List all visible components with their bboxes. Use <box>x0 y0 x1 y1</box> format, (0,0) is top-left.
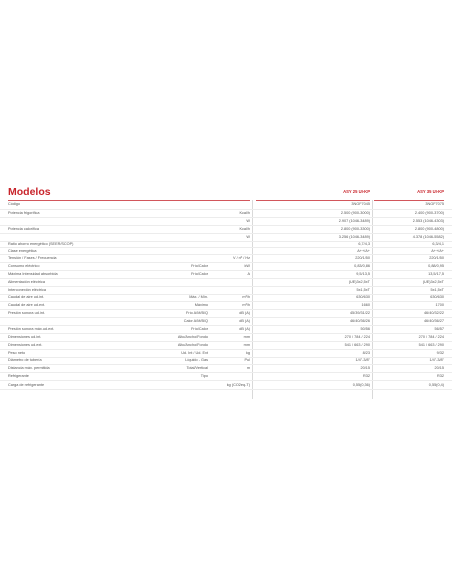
spec-value-model-2: 1/4"-3/8" <box>429 358 444 363</box>
spec-value-model-1: R32 <box>363 374 370 379</box>
spec-row <box>0 279 452 287</box>
spec-value-model-2: 1700 <box>435 303 444 308</box>
spec-value-model-1: 220/1/50 <box>355 256 370 261</box>
spec-value-model-1: 3NGF7045 <box>351 202 370 207</box>
spec-row <box>0 334 452 342</box>
spec-label: Distancia máx. permitida <box>8 366 50 371</box>
spec-value-model-2: 2.553 (1046-4303) <box>412 218 444 223</box>
spec-condition: Ud. Int / Ud. Ext <box>181 350 208 355</box>
spec-label: Caudal de aire ud.int. <box>8 295 45 300</box>
spec-value-model-2: 20/15 <box>434 366 444 371</box>
spec-label: Refrigerante <box>8 374 29 379</box>
spec-label: Presión sonora máx.ud.ext. <box>8 326 55 331</box>
spec-condition: Máximo <box>194 303 208 308</box>
spec-value-model-2: 0,55(0,4) <box>428 382 444 387</box>
spec-label: Alimentación eléctrica <box>8 279 45 284</box>
spec-unit: W <box>246 234 250 239</box>
spec-row <box>0 271 452 279</box>
spec-condition: Máx. / Mín. <box>189 295 208 300</box>
model-header-2: ASY 35 UI-KP <box>417 189 444 194</box>
spec-label: Interconexión eléctrica <box>8 287 46 292</box>
spec-value-model-1: 8/23 <box>362 350 370 355</box>
spec-label: Consumo eléctrico <box>8 263 40 268</box>
spec-row <box>0 263 452 271</box>
spec-unit: A <box>247 271 250 276</box>
spec-label: Potencia frigorífica <box>8 211 40 216</box>
spec-value-model-2: 2.800 (900-4800) <box>414 226 444 231</box>
spec-label: Ratio ahorro energético (SEER/SCOP) <box>8 242 74 246</box>
spec-unit: W <box>246 218 250 223</box>
spec-value-model-2: 2.400 (900-3700) <box>414 211 444 216</box>
spec-value-model-1: 45/39/31/22 <box>349 311 370 316</box>
spec-value-model-2: 46/40/36/27 <box>423 319 444 324</box>
row-separator <box>0 389 452 390</box>
spec-value-model-1: 46/40/36/26 <box>349 319 370 324</box>
spec-value-model-1: 2.800 (900-3300) <box>340 226 370 231</box>
spec-unit: Kcal/h <box>239 226 250 231</box>
spec-value-model-2: 541 / 663 / 290 <box>418 342 444 347</box>
spec-row <box>0 210 452 218</box>
spec-value-model-2: 13,5/17,5 <box>428 271 444 276</box>
spec-condition: Frío/Calor <box>191 263 208 268</box>
spec-label: Dimensiones ud.int. <box>8 334 42 339</box>
spec-unit: mm <box>243 342 250 347</box>
spec-unit: V / nº / Hz <box>232 256 250 261</box>
spec-label: Tensión / Fases / Frecuencia <box>8 256 57 261</box>
spec-value-model-2: 220/1/50 <box>429 256 444 261</box>
spec-value-model-2: 270 / 784 / 224 <box>418 334 444 339</box>
spec-condition: Total/Vertical <box>186 366 208 371</box>
spec-label: Caudal de aire ud.ext. <box>8 303 46 308</box>
spec-row <box>0 342 452 350</box>
spec-value-model-1: 3.256 (1046-3489) <box>338 234 370 239</box>
spec-value-model-1: 2.907 (1046-3489) <box>338 218 370 223</box>
spec-unit: kW <box>244 263 250 268</box>
spec-unit: kg <box>245 350 250 355</box>
spec-value-model-2: R32 <box>437 374 444 379</box>
spec-unit: kg (CO2eq-T) <box>226 382 250 387</box>
spec-table <box>0 200 452 390</box>
spec-value-model-2: 56/57 <box>434 326 444 331</box>
spec-label: Carga de refrigerante <box>8 382 45 387</box>
spec-value-model-1: 5x1,5xT <box>356 287 370 292</box>
spec-value-model-1: 20/15 <box>360 366 370 371</box>
spec-row <box>0 318 452 326</box>
spec-row <box>0 242 452 249</box>
spec-unit: Kcal/h <box>239 211 250 216</box>
spec-value-model-1: 270 / 784 / 224 <box>344 334 370 339</box>
spec-row <box>0 248 452 255</box>
spec-value-model-1: 0,83/0,86 <box>354 263 370 268</box>
spec-row <box>0 234 452 242</box>
spec-row <box>0 295 452 303</box>
spec-condition: Frío/Calor <box>191 326 208 331</box>
spec-value-model-2: 46/40/32/22 <box>423 311 444 316</box>
spec-unit: Pul <box>244 358 250 363</box>
spec-label: Diámetro de tubería <box>8 358 42 363</box>
spec-value-model-1: 1660 <box>361 303 370 308</box>
spec-label: Clase energética <box>8 248 37 253</box>
spec-value-model-2: 0,88/0,95 <box>428 263 444 268</box>
spec-condition: Frío/Calor <box>191 271 208 276</box>
spec-row <box>0 326 452 334</box>
spec-label: Dimensiones ud.ext. <box>8 342 43 347</box>
spec-value-model-2: 6,3/4,1 <box>432 242 444 246</box>
spec-condition: Tipo <box>200 374 208 379</box>
spec-unit: dB (A) <box>239 311 250 316</box>
spec-row <box>0 218 452 226</box>
spec-value-model-1: 50/56 <box>360 326 370 331</box>
spec-row <box>0 365 452 373</box>
spec-value-model-1: A++/A+ <box>357 248 370 253</box>
spec-unit: m³/h <box>242 295 250 300</box>
spec-value-model-1: (UE)3x2,5xT <box>348 279 370 284</box>
spec-value-model-1: 0,55(0,36) <box>352 382 370 387</box>
spec-label: Potencia calorífica <box>8 226 40 231</box>
spec-row <box>0 200 452 210</box>
spec-unit: m <box>246 366 250 371</box>
spec-row <box>0 350 452 358</box>
spec-label: Presión sonora ud.int. <box>8 311 45 316</box>
spec-label: Código <box>8 202 21 207</box>
spec-row <box>0 381 452 390</box>
spec-condition: Alto/Ancho/Fondo <box>177 342 208 347</box>
spec-value-model-2: 5x1,5xT <box>430 287 444 292</box>
spec-row <box>0 255 452 263</box>
spec-row <box>0 373 452 381</box>
spec-value-model-1: 6,7/4,3 <box>358 242 370 246</box>
spec-row <box>0 302 452 310</box>
spec-row <box>0 226 452 234</box>
spec-unit: dB (A) <box>239 319 250 324</box>
spec-label: Máxima Intensidad absorbida <box>8 271 58 276</box>
spec-condition: Líquido - Gas <box>185 358 208 363</box>
spec-unit: dB (A) <box>239 326 250 331</box>
spec-value-model-2: A++/A+ <box>431 248 444 253</box>
spec-condition: Calor A/M/B/Q <box>183 319 208 324</box>
spec-condition: Frío A/M/B/Q <box>186 311 208 316</box>
spec-value-model-1: 2.500 (900-3000) <box>340 211 370 216</box>
spec-condition: Alto/Ancho/Fondo <box>177 334 208 339</box>
spec-value-model-2: 9/32 <box>436 350 444 355</box>
spec-value-model-2: 4.378 (1046-5582) <box>412 234 444 239</box>
model-header-1: ASY 25 UI-KP <box>343 189 370 194</box>
spec-value-model-2: (UE)3x2,5xT <box>422 279 444 284</box>
spec-row <box>0 287 452 295</box>
spec-label: Peso neto <box>8 350 26 355</box>
spec-row <box>0 358 452 366</box>
spec-value-model-1: 630/630 <box>356 295 370 300</box>
spec-value-model-2: 3NGF7075 <box>425 202 444 207</box>
spec-unit: mm <box>243 334 250 339</box>
spec-value-model-1: 9,5/13,5 <box>356 271 370 276</box>
spec-value-model-1: 541 / 663 / 290 <box>344 342 370 347</box>
spec-value-model-1: 1/4"-3/8" <box>355 358 370 363</box>
spec-unit: m³/h <box>242 303 250 308</box>
spec-value-model-2: 630/630 <box>430 295 444 300</box>
page-title: Modelos <box>8 186 51 198</box>
spec-row <box>0 310 452 318</box>
